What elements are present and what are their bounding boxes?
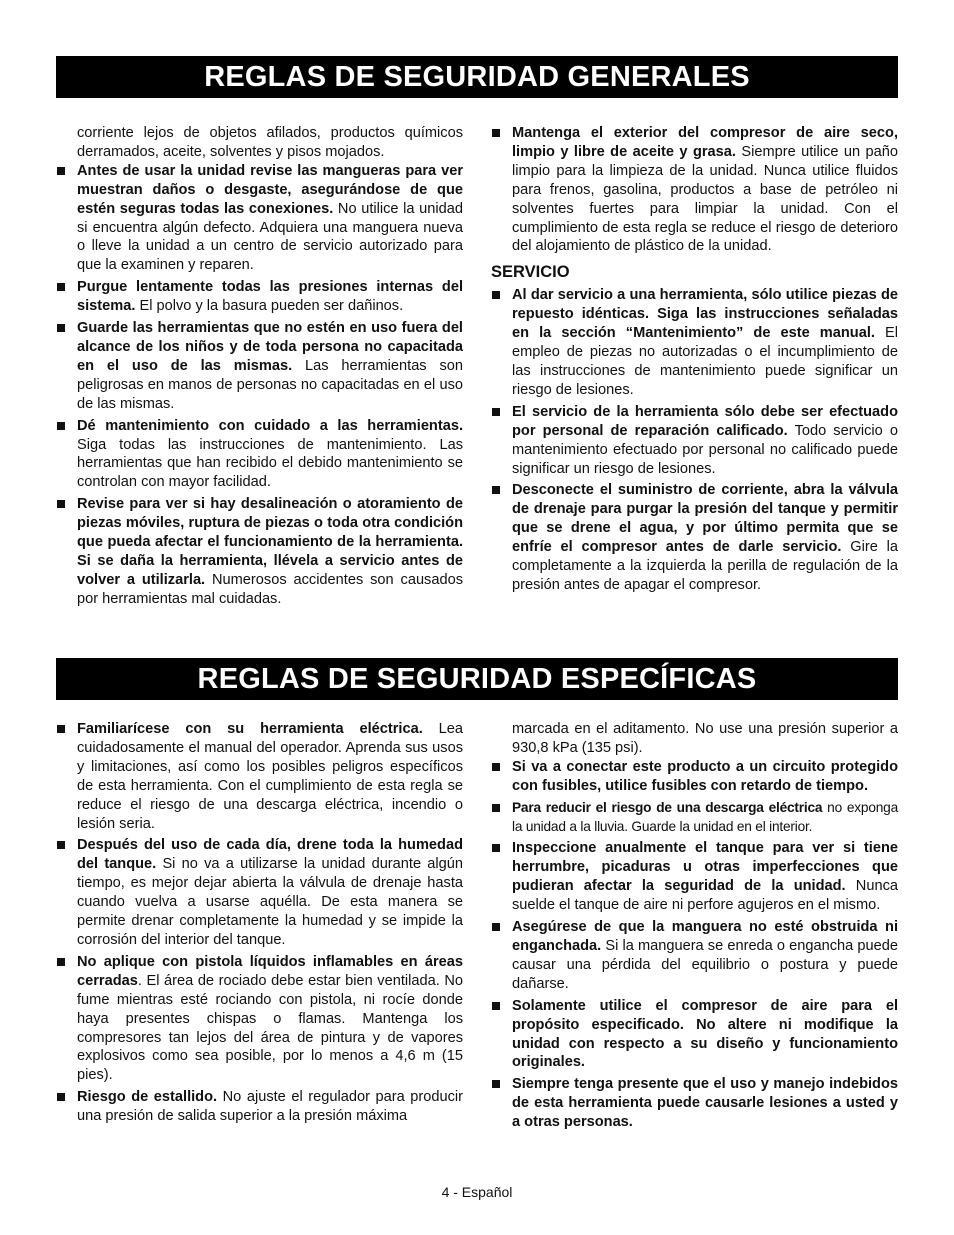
rule-emphasis: Riesgo de estallido. xyxy=(77,1089,218,1106)
square-bullet-icon xyxy=(492,804,500,812)
list-item xyxy=(491,1075,898,1132)
list-item xyxy=(56,720,463,833)
rule-text: Gire la completamente a la izquierda la perilla de regulación de la presión antes de apagar el compresor. xyxy=(512,539,898,593)
rule-emphasis: Mantenga el exterior del compresor de aire seco, limpio y libre de aceite y grasa. xyxy=(512,125,898,160)
rule-emphasis: No aplique con pistola líquidos inflamables en áreas cerradas xyxy=(77,953,463,989)
square-bullet-icon xyxy=(492,923,500,931)
rule-text: no exponga la unidad a la lluvia. Guarde la unidad en el interior. xyxy=(512,799,898,834)
specific-rules-left-column xyxy=(56,720,463,1129)
rule-emphasis: Solamente utilice el compresor de aire para el propósito especificado. No altere ni modifique la unidad con respecto a su diseño y funcionamiento originales. xyxy=(512,997,898,1071)
list-item xyxy=(56,836,463,949)
continued-text: marcada en el aditamento. No use una presión superior a 930,8 kPa (135 psi). xyxy=(512,721,898,756)
rule-emphasis: Al dar servicio a una herramienta, sólo utilice piezas de repuesto idénticas. Siga las instrucciones señaladas en la sección “Mantenimiento” de este manual. xyxy=(512,287,898,342)
list-item xyxy=(491,124,898,256)
square-bullet-icon xyxy=(492,763,500,771)
list-item xyxy=(491,997,898,1073)
rule-text: El polvo y la basura pueden ser dañinos. xyxy=(135,298,404,315)
rule-emphasis: Si va a conectar este producto a un circuito protegido con fusibles, utilice fusibles con retardo de tiempo. xyxy=(512,758,898,794)
square-bullet-icon xyxy=(57,500,65,508)
square-bullet-icon xyxy=(57,283,65,291)
rule-text: Nunca suelde el tanque de aire ni perfore agujeros en el mismo. xyxy=(512,878,898,914)
rule-emphasis: Siempre tenga presente que el uso y manejo indebidos de esta herramienta puede causarle lesiones a usted y a otras personas. xyxy=(512,1076,898,1131)
list-item xyxy=(56,953,463,1085)
rule-text: Siga todas las instrucciones de mantenimiento. Las herramientas que han recibido el debido mantenimiento se controlan con mayor facilidad. xyxy=(77,436,463,491)
section-title-specific: REGLAS DE SEGURIDAD ESPECÍFICAS xyxy=(56,658,898,700)
general-rules-right-column xyxy=(491,124,898,598)
list-item xyxy=(56,319,463,414)
rule-text: No ajuste el regulador para producir una presión de salida superior a la presión máxima xyxy=(77,1089,463,1125)
specific-rules-right-column xyxy=(491,720,898,1135)
section-title-general: REGLAS DE SEGURIDAD GENERALES xyxy=(56,56,898,98)
square-bullet-icon xyxy=(57,324,65,332)
square-bullet-icon xyxy=(492,486,500,494)
rule-emphasis: Purgue lentamente todas las presiones internas del sistema. xyxy=(77,279,463,315)
square-bullet-icon xyxy=(492,408,500,416)
square-bullet-icon xyxy=(492,1080,500,1088)
rule-text: Si la manguera se enreda o engancha puede causar una pérdida del equilibrio o postura y puede dañarse. xyxy=(512,937,898,992)
rule-text: Si no va a utilizarse la unidad durante algún tiempo, es mejor dejar abierta la válvula de drenaje hasta cuando vuelva a usarse aquélla. De esta manera se permite drenar completamente la humedad y se impide la corrosión del interior del tanque. xyxy=(77,856,464,948)
square-bullet-icon xyxy=(57,725,65,733)
list-item xyxy=(56,278,463,316)
square-bullet-icon xyxy=(57,1093,65,1101)
list-item xyxy=(491,286,898,399)
rule-text: Todo servicio o mantenimiento efectuado por personal no calificado puede significar un riesgo de lesiones. xyxy=(512,422,898,477)
rule-emphasis: Para reducir el riesgo de una descarga eléctrica xyxy=(512,799,823,815)
list-item xyxy=(56,495,463,608)
rule-text: El empleo de piezas no autorizadas o el incumplimiento de las instrucciones de mantenimiento puede significar un riesgo de lesiones. xyxy=(512,325,899,398)
list-item xyxy=(491,403,898,479)
list-item xyxy=(56,162,463,275)
rule-text: . El área de rociado debe estar bien ventilada. No fume mientras esté rociando con pistola, ni rocíe donde haya presentes chispas o flamas. Mantenga los compresores tan lejos del área de pintura y de vapores explosivos como sea posible, por lo menos a 4,6 m (15 pies). xyxy=(77,972,463,1084)
square-bullet-icon xyxy=(492,844,500,852)
rule-emphasis: Revise para ver si hay desalineación o atoramiento de piezas móviles, ruptura de piezas o toda otra condición que pueda afectar el funcionamiento de la herramienta. Si se daña la herramienta, llévela a servicio antes de volver a utilizarla. xyxy=(77,496,463,588)
square-bullet-icon xyxy=(57,841,65,849)
square-bullet-icon xyxy=(492,129,500,137)
list-item xyxy=(491,799,898,837)
rule-emphasis: Familiarícese con su herramienta eléctrica. xyxy=(77,721,423,737)
continued-text: corriente lejos de objetos afilados, productos químicos derramados, aceite, solventes y pisos mojados. xyxy=(77,125,463,160)
servicio-heading: SERVICIO xyxy=(491,263,570,282)
rule-text: No utilice la unidad si encuentra algún defecto. Adquiera una manguera nueva o lleve la unidad a un centro de servicio autorizado para que la examinen y reparen. xyxy=(77,200,463,274)
rule-emphasis: Asegúrese de que la manguera no esté obstruida ni enganchada. xyxy=(512,919,898,954)
rule-text: Siempre utilice un paño limpio para la limpieza de la unidad. Nunca utilice fluidos para frenos, gasolina, productos a base de petróleo ni solventes fuertes para limpiar la unidad. Con el cumplimiento de esta regla se reduce el riesgo de deterioro del alojamiento de plástico de la unidad. xyxy=(512,143,898,255)
rule-emphasis: El servicio de la herramienta sólo debe ser efectuado por personal de reparación calificado. xyxy=(512,403,898,439)
list-item xyxy=(491,918,898,994)
rule-text: Numerosos accidentes son causados por herramientas mal cuidadas. xyxy=(77,571,464,607)
list-item xyxy=(491,839,898,915)
general-rules-left-column xyxy=(56,124,463,612)
square-bullet-icon xyxy=(57,167,65,175)
square-bullet-icon xyxy=(492,1002,500,1010)
rule-text: Lea cuidadosamente el manual del operador. Aprenda sus usos y limitaciones, así como los posibles peligros específicos de esta herramienta. Con el cumplimiento de esta regla se reduce el riesgo de una descarga eléctrica, incendio o lesión seria. xyxy=(77,721,464,832)
rule-emphasis: Después del uso de cada día, drene toda la humedad del tanque. xyxy=(77,837,463,873)
square-bullet-icon xyxy=(57,422,65,430)
list-item xyxy=(56,1088,463,1126)
list-item xyxy=(56,417,463,493)
list-item xyxy=(491,758,898,796)
square-bullet-icon xyxy=(492,291,500,299)
rule-emphasis: Dé mantenimiento con cuidado a las herramientas. xyxy=(77,417,463,434)
rule-emphasis: Guarde las herramientas que no estén en uso fuera del alcance de los niños y de toda persona no capacitada en el uso de las mismas. xyxy=(77,320,463,374)
rule-emphasis: Antes de usar la unidad revise las mangueras para ver muestran daños o desgaste, asegurándose de que estén seguras todas las conexiones. xyxy=(77,162,463,217)
rule-text: Las herramientas son peligrosas en manos de personas no capacitadas en el uso de las mismas. xyxy=(77,357,463,412)
rule-emphasis: Inspeccione anualmente el tanque para ver si tiene herrumbre, picaduras u otras imperfecciones que pudieran afectar la seguridad de la unidad. xyxy=(512,840,898,895)
list-item xyxy=(491,481,898,594)
square-bullet-icon xyxy=(57,958,65,966)
page-number: 4 - Español xyxy=(441,1184,513,1200)
rule-emphasis: Desconecte el suministro de corriente, abra la válvula de drenaje para purgar la presión del tanque y permitir que se drene el agua, y por último permita que se enfríe el compresor antes de darle servicio. xyxy=(512,482,898,556)
